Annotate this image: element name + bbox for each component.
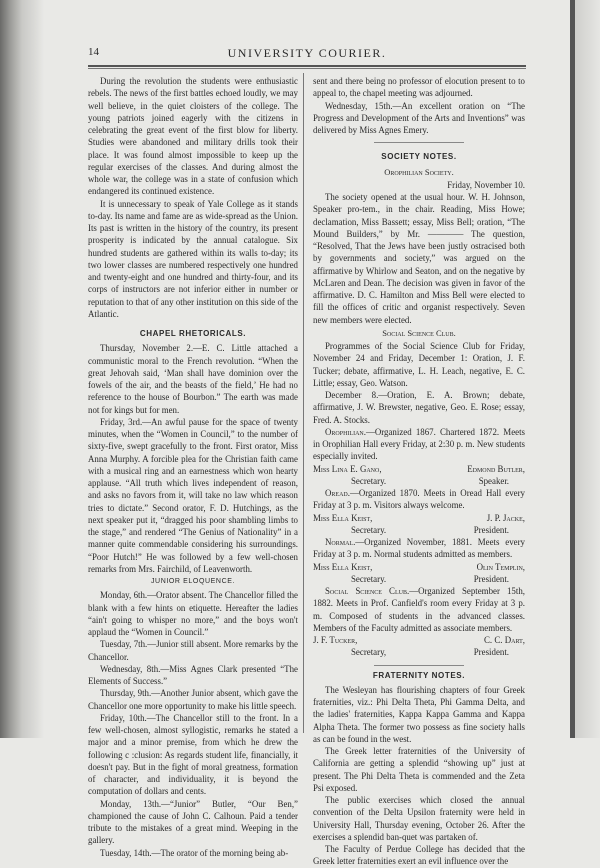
section-heading: FRATERNITY NOTES. — [372, 670, 466, 680]
page-margin — [575, 0, 600, 738]
secretary-name: J. F. Tucker, — [313, 635, 358, 645]
lead: Orophilian. — [325, 426, 366, 437]
paragraph: Tuesday, 14th.—The orator of the morning being ab- — [100, 847, 289, 858]
officer-name: Edmond Butler, — [467, 463, 525, 474]
lead: Oread. — [325, 488, 350, 498]
subheading: Orophilian Society. — [384, 166, 454, 177]
officer-name: C. C. Dart, — [484, 635, 525, 645]
signature-roles — [313, 646, 525, 658]
paragraph: Tuesday, 7th.—Junior still absent. More remarks by the Chancellor. — [88, 639, 298, 662]
role: Secretary. — [351, 475, 387, 486]
role: Secretary. — [351, 573, 387, 584]
text: —Organized November, 1881. Meets every Friday at 3 p. m. Normal students admitted as members. — [313, 537, 525, 560]
secretary-name: Miss Ella Keist, — [313, 512, 373, 523]
section-heading: CHAPEL RHETORICALS. — [139, 329, 247, 338]
paragraph: During the revolution the students were enthusiastic rebels. The news of the first battles echoed loudly, we may well believe, in the quiet cloisters of the college. The young patriots joined eagerly with the citizens in celebrating the great event of the first blow for liberty. Studies were abandoned and military drills took their place. It was found almost impossible to keep up the regular exercises of the classes. And during almost the whole war, the college was in a state of confusion which endangered its continued existence. — [88, 76, 298, 197]
column-divider — [303, 73, 304, 733]
date-line: Friday, November 10. — [447, 179, 525, 190]
signature-roles — [313, 475, 525, 487]
right-column — [313, 75, 525, 868]
officer-name: J. P. Jacke, — [486, 512, 525, 523]
signature-names — [313, 634, 525, 646]
page-number: 14 — [88, 46, 99, 58]
role: President. — [473, 524, 509, 535]
paragraph — [313, 585, 525, 634]
lead: Normal. — [325, 537, 356, 547]
signature-roles — [313, 524, 525, 536]
paragraph: It is unnecessary to speak of Yale College as it stands to-day. Its name and fame are as wide-spread as the Union. Its past is written in the history of the country, its present prosperity is indicated by the annual catalogue. Six hundred students are gathered within its walls to-day; its two lower classes are numbered respectively one hundred and twenty-eight and one hundred and thirty-four, and its corps of instructors are not inferior either in number or reputation to that of any other institution on this side of the Atlantic. — [88, 198, 298, 319]
paragraph: Wednesday, 15th.—An excellent oration on “The Progress and Development of the Arts and Inventions” was delivered by Miss Agnes Emery. — [313, 100, 525, 135]
signature-names — [313, 463, 525, 475]
paragraph: Wednesday, 8th.—Miss Agnes Clark presented “The Elements of Success.” — [88, 663, 298, 686]
paragraph — [313, 426, 525, 463]
officer-name: Olin Templin, — [476, 561, 525, 572]
paragraph: Friday, 10th.—The Chancellor still to the front. In a few well-chosen, almost syllogistic, remarks he stated a major and a minor premise, from which he drew the following c :clusion: As regards student life, financially, it doesn't pay. But in the fight of moral greatness, formation of character, and individuality, it is beyond the computation of dollars and cents. — [88, 712, 298, 797]
paragraph: December 8.—Oration, E. A. Brown; debate, affirmative, J. W. Brewster, negative, Geo. E. Rose; essay, Fred. A. Stocks. — [313, 390, 525, 425]
paragraph: Monday, 13th.—“Junior” Butler, “Our Ben,” championed the cause of John C. Calhoun. Paid a tender tribute to the mistakes of a great mind. Weeping in the gallery. — [88, 798, 298, 846]
paragraph: Thursday, 9th.—Another Junior absent, which gave the Chancellor one more opportunity to make his little speech. — [88, 688, 298, 711]
subheading: JUNIOR ELOQUENCE. — [150, 578, 236, 585]
signature-roles — [313, 573, 525, 585]
lead: Social Science Club. — [325, 586, 410, 596]
separator — [374, 665, 464, 666]
role: Secretary, — [351, 647, 387, 658]
paragraph — [313, 487, 525, 512]
paragraph — [313, 536, 525, 561]
secretary-name: Miss Ella Keist, — [313, 561, 373, 572]
left-column — [88, 75, 298, 859]
paragraph: Friday, 3rd.—An awful pause for the space of twenty minutes, when the “Women in Council,” to the number of sixty-five, swept gracefully to the front. First orator, Miss Anna Murphy. A forcible plea for the Christian faith came with a musical ring and an earnestness which won hearty applause. “All truth which lives independent of reason, and asks no favors from it, will take no law which reason tries to dictate.” Second orator, F. D. Hutchings, as the next speaker put it, “dragged his poor shambling limbs to the stage,” and rendered “The Genius of Nationality” in a manner quite commendable considering his surroundings. “Poor Hutch!” He was followed by a few well-chosen remarks from Mrs. Fairchild, of Leavenworth. — [88, 416, 298, 574]
paragraph: The Greek letter fraternities of the University of California are getting a splendid “showing up” just at present. The Phi Delta Theta is commended and the Zeta Psi exposed. — [313, 746, 525, 793]
paragraph: The society opened at the usual hour. W. H. Johnson, Speaker pro-tem., in the chair. Reading, Miss Howe; declamation, Miss Bassett; essay, Miss Bell; oration, “The Mound Builders,” by Mr. ———— The question, “Resolved, That the Jews have been justly ostracised both by governments and society,” was argued on the affirmative by Whirlow and Seaton, and on the negative by McLaren and Dean. The decision was given in favor of the affirmative. D. C. Hamilton and Miss Bell were elected to fill the offices of critic and organist respectively. Seven new members were elected. — [313, 192, 525, 325]
publication-title: UNIVERSITY COURIER. — [227, 46, 387, 60]
running-header — [88, 40, 526, 62]
paragraph: The Wesleyan has flourishing chapters of four Greek fraternities, viz.: Phi Delta Theta, Phi Gamma Delta, and the ladies' fraternities, Kappa Kappa Gamma and Kappa Alpha Theta. The former two possess as fine society halls as can be found in the west. — [313, 684, 525, 744]
paragraph: The public exercises which closed the annual convention of the Delta Upsilon fraternity were held in University Hall, Thursday evening, October 26. After the exercises a splendid ban-quet was partaken of. — [313, 795, 525, 842]
text: —Organized 1867. Chartered 1872. Meets in Orophilian Hall every Friday, at 2:30 p. m. New students especially invited. — [313, 426, 525, 462]
subheading: Social Science Club. — [382, 327, 456, 338]
role: Speaker. — [478, 475, 509, 486]
document-page — [88, 40, 526, 867]
paragraph: The Faculty of Perdue College has decided that the Greek letter fraternities exert an evil influence over the — [313, 844, 525, 867]
book-binding-edge — [0, 0, 44, 738]
text: —Organized 1870. Meets in Oread Hall every Friday at 3 p. m. Visitors always welcome. — [313, 488, 525, 511]
text: —Organized September 15th, 1882. Meets in Prof. Canfield's room every Friday at 3 p. m. Composed of students in the advanced classes. Members of the Faculty admitted as associate members. — [313, 586, 525, 633]
role: Secretary. — [351, 524, 387, 535]
paragraph: sent and there being no professor of elocution present to to appeal to, the chapel meeting was adjourned. — [313, 76, 525, 99]
signature-names — [313, 512, 525, 524]
role: President. — [473, 573, 509, 584]
secretary-name: Miss Lina E. Gano, — [313, 463, 382, 474]
paragraph: Programmes of the Social Science Club for Friday, November 24 and Friday, December 1: Oration, J. F. Tucker; debate, affirmative, L. H. Leach, negative, E. C. Little; essay, Geo. Watson. — [313, 341, 525, 388]
signature-names — [313, 561, 525, 573]
header-rule — [88, 65, 526, 69]
paragraph: Thursday, November 2.—E. C. Little attached a communistic moral to the French revolution. “When the great Jehovah said, ‘Man shall have dominion over the fowels of the air, and the beasts of the field,’ He had no reference to the house of Bourbon.” The earth was made not for kings but for men. — [88, 343, 298, 415]
paragraph: Monday, 6th.—Orator absent. The Chancellor filled the blank with a few hints on etiquette. Hereafter the ladies “ain't going to whisper no more,” and the boys won't applaud the “Women in Council.” — [88, 590, 298, 637]
separator — [374, 142, 464, 143]
section-heading: SOCIETY NOTES. — [381, 152, 457, 162]
role: President. — [473, 647, 509, 658]
